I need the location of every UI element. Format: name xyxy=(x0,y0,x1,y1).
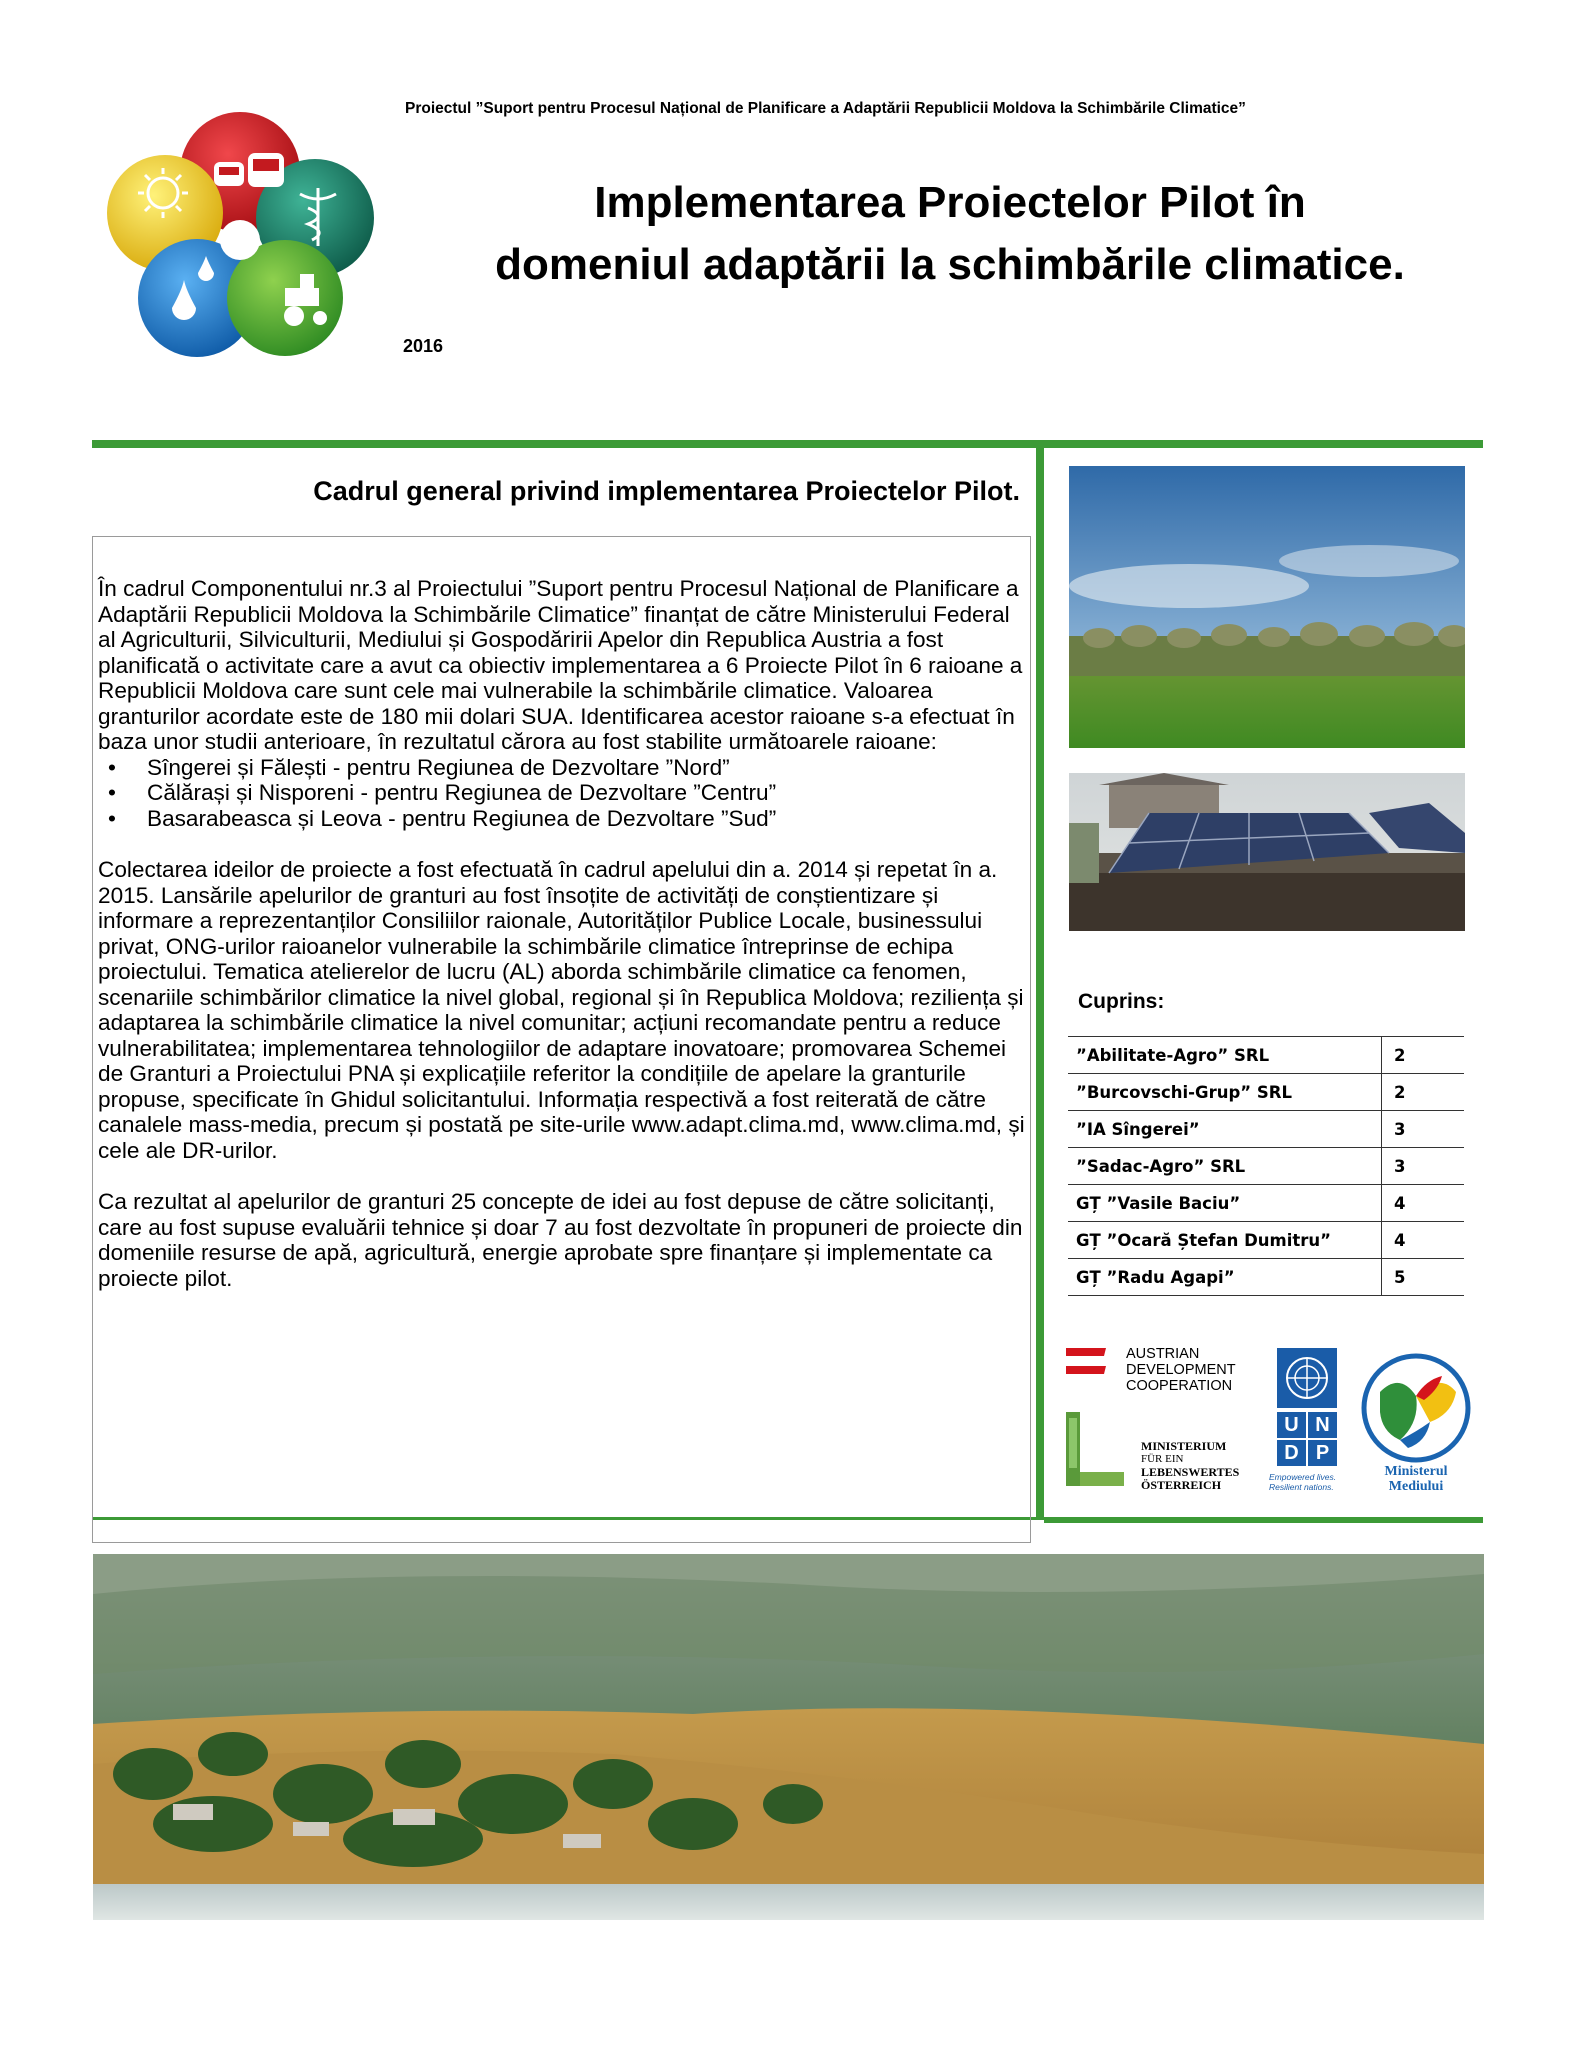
toc-entry-page: 2 xyxy=(1382,1074,1465,1111)
austrian-flag-icon xyxy=(1066,1348,1106,1388)
list-item: • Basarabeasca și Leova - pentru Regiunea de Dezvoltare ”Sud” xyxy=(108,805,777,831)
section-heading: Cadrul general privind implementarea Proiectelor Pilot. xyxy=(313,476,1020,506)
orchard-photo xyxy=(1069,466,1465,748)
toc-row[interactable] xyxy=(1068,1222,1464,1259)
toc-entry-page: 3 xyxy=(1382,1111,1465,1148)
toc-row[interactable] xyxy=(1068,1148,1464,1185)
min-line4: ÖSTERREICH xyxy=(1141,1478,1222,1492)
ministerium-emblem-icon xyxy=(1066,1412,1124,1486)
toc-entry-name: GȚ ”Vasile Baciu” xyxy=(1068,1185,1382,1222)
undp-letter: D xyxy=(1277,1440,1306,1466)
ada-line1: AUSTRIAN xyxy=(1126,1346,1200,1362)
main-title-line2: domeniul adaptării la schimbările climatice. xyxy=(495,240,1405,289)
un-emblem-icon xyxy=(1277,1348,1337,1408)
district-list xyxy=(98,755,1028,832)
toc-row[interactable] xyxy=(1068,1037,1464,1074)
toc-entry-name: ”IA Sîngerei” xyxy=(1068,1111,1382,1148)
ada-line2: DEVELOPMENT xyxy=(1126,1362,1236,1378)
bottom-rule xyxy=(1044,1517,1483,1523)
undp-letter: U xyxy=(1277,1412,1306,1438)
solar-panels-photo xyxy=(1069,773,1465,931)
main-title xyxy=(395,172,1505,296)
list-item: • Sîngerei și Fălești - pentru Regiunea de Dezvoltare ”Nord” xyxy=(108,754,730,780)
toc-title: Cuprins: xyxy=(1078,990,1165,1013)
min-line3: LEBENSWERTES xyxy=(1141,1465,1240,1479)
main-title-line1: Implementarea Proiectelor Pilot în xyxy=(594,178,1306,227)
climate-adaptation-logo xyxy=(100,108,385,363)
min-line2: FÜR EIN xyxy=(1141,1453,1184,1465)
undp-tagline2: Resilient nations. xyxy=(1269,1482,1334,1492)
paragraph-3: Ca rezultat al apelurilor de granturi 25 concepte de idei au fost depuse de către solicitanți, care au fost supuse evaluării tehnice și doar 7 au fost dezvoltate în propuneri de proiecte din domeniile resurse de apă, agricultură, energie aprobate spre finanțare și implementate ca proiecte pilot. xyxy=(98,1189,1023,1291)
bullet-icon: • xyxy=(108,780,116,805)
landscape-photo xyxy=(93,1554,1484,1920)
project-line: Proiectul ”Suport pentru Procesul Național de Planificare a Adaptării Republicii Moldova la Schimbările Climatice” xyxy=(405,100,1246,117)
dove-emblem-icon xyxy=(1360,1352,1472,1464)
toc-entry-page: 2 xyxy=(1382,1037,1465,1074)
toc-entry-page: 4 xyxy=(1382,1222,1465,1259)
mediu-line1: Ministerul xyxy=(1384,1464,1448,1479)
column-divider xyxy=(1036,448,1044,1520)
toc-entry-page: 5 xyxy=(1382,1259,1465,1296)
undp-tagline1: Empowered lives. xyxy=(1269,1472,1337,1482)
toc-entry-name: ”Sadac-Agro” SRL xyxy=(1068,1148,1382,1185)
undp-letter: P xyxy=(1308,1440,1337,1466)
year-label: 2016 xyxy=(403,336,444,356)
austrian-development-cooperation-logo xyxy=(1066,1344,1266,1404)
undp-logo xyxy=(1269,1348,1341,1498)
bullet-icon: • xyxy=(108,754,116,780)
paragraph-1: În cadrul Componentului nr.3 al Proiectului ”Suport pentru Procesul Național de Planificare a Adaptării Republicii Moldova la Schimbările Climatice” finanțat de către Ministerului Federal al Agriculturii, Silviculturii, Mediului și Gospodăririi Apelor din Republica Austria a fost planificată o activitate care a avut ca obiectiv implementarea a 6 Proiecte Pilot în 6 raioane a Republicii Moldova care sunt cele mai vulnerabile la schimbările climatice. Valoarea granturilor acordate este de 180 mii dolari SUA. Identificarea acestor raioane s-a efectuat în baza unor studii anterioare, în rezultatul cărora au fost stabilite următoarele raioane: xyxy=(98,576,1023,754)
toc-row[interactable] xyxy=(1068,1185,1464,1222)
toc-entry-name: ”Burcovschi-Grup” SRL xyxy=(1068,1074,1382,1111)
top-rule xyxy=(92,440,1483,448)
ministerul-mediului-logo xyxy=(1360,1352,1472,1502)
toc-entry-name: GȚ ”Ocară Ștefan Dumitru” xyxy=(1068,1222,1382,1259)
ministerium-logo xyxy=(1066,1412,1266,1492)
toc-entry-page: 3 xyxy=(1382,1148,1465,1185)
toc-entry-name: ”Abilitate-Agro” SRL xyxy=(1068,1037,1382,1074)
toc-table xyxy=(1068,1036,1464,1296)
bullet-icon: • xyxy=(108,805,116,831)
toc-entry-page: 4 xyxy=(1382,1185,1465,1222)
paragraph-2: Colectarea ideilor de proiecte a fost efectuată în cadrul apelului din a. 2014 și repetat în a. 2015. Lansările apelurilor de granturi au fost însoțite de activități de conștientizare și informare a reprezentanților Consiliilor raionale, Autorităților Publice Locale, businessului privat, ONG-urilor raioanelor vulnerabile la schimbările climatice întreprinse de echipa proiectului. Tematica atelierelor de lucru (AL) aborda schimbările climatice ca fenomen, scenariile schimbărilor climatice la nivel global, regional și în Republica Moldova; reziliența și adaptarea la schimbările climatice la nivel comunitar; acțiuni recomandate pentru a reduce vulnerabilitatea; implementarea tehnologiilor de adaptare inovatoare; promovarea Schemei de Granturi a Proiectului PNA și explicațiile referitor la condițiile de apelare la granturile propuse, specificate în Ghidul solicitantului. Informația respectivă a fost reiterată de către canalele mass-media, precum și postată pe site-urile www.adapt.clima.md, www.clima.md, și cele ale DR-urilor. xyxy=(98,857,1025,1163)
ada-line3: COOPERATION xyxy=(1126,1378,1233,1394)
body-text xyxy=(98,576,1028,1291)
undp-letter: N xyxy=(1308,1412,1337,1438)
toc-row[interactable] xyxy=(1068,1074,1464,1111)
min-line1: MINISTERIUM xyxy=(1141,1439,1227,1453)
toc-entry-name: GȚ ”Radu Agapi” xyxy=(1068,1259,1382,1296)
mediu-line2: Mediului xyxy=(1388,1479,1444,1494)
list-item: • Călărași și Nisporeni - pentru Regiunea de Dezvoltare ”Centru” xyxy=(108,780,777,805)
toc-row[interactable] xyxy=(1068,1111,1464,1148)
toc-row[interactable] xyxy=(1068,1259,1464,1296)
